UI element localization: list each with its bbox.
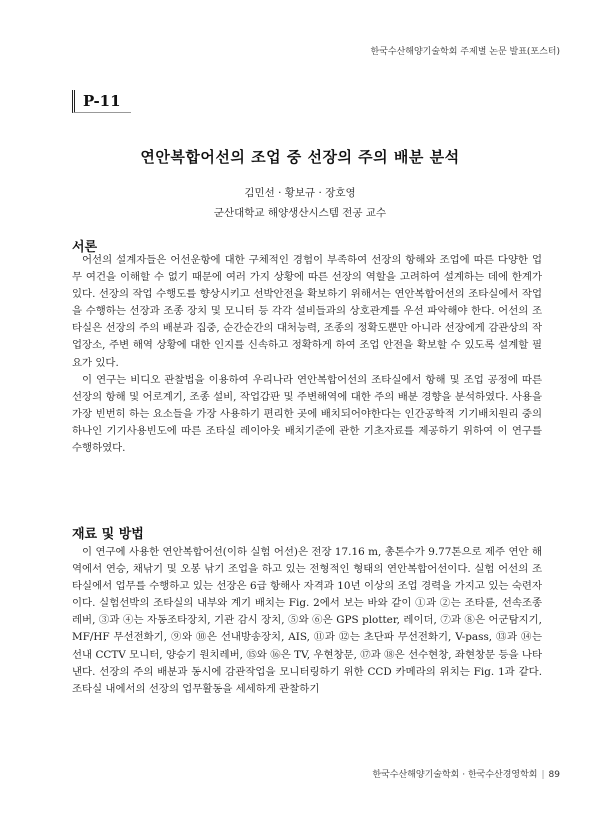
page-number: 89 <box>548 770 560 780</box>
paper-authors: 김민선 · 황보규 · 장호영 <box>244 187 356 199</box>
section-body-intro <box>72 252 542 457</box>
page-footer <box>372 767 560 780</box>
paper-affiliation: 군산대학교 해양생산시스템 전공 교수 <box>213 207 387 219</box>
footer-separator: | <box>541 770 545 780</box>
section-body-methods <box>72 544 542 698</box>
paper-title: 연안복합어선의 조업 중 선장의 주의 배분 분석 <box>140 148 460 166</box>
intro-paragraph-2: 이 연구는 비디오 관찰법을 이용하여 우리나라 연안복합어선의 조타실에서 항해 및 조업 공정에 따른 선장의 항해 및 어로계기, 조종 설비, 작업갑판 및 주변해역에 대한 주의 배분 경향을 분석하였다. 사용을 가장 빈번히 하는 요소들을 가장 사용하기 편리한 곳에 배치되어야한다는 인간공학적 기기배치원리 중의 하나인 기기사용빈도에 따른 조타실 레이아웃 배치기준에 관한 기초자료를 제공하기 위하여 이 연구를 수행하였다. <box>72 373 542 455</box>
footer-societies: 한국수산해양기술학회 · 한국수산경영학회 <box>372 770 538 780</box>
methods-paragraph-1: 이 연구에 사용한 연안복합어선(이하 실험 어선)은 전장 17.16 m, 총톤수가 9.77톤으로 제주 연안 해역에서 연승, 채낚기 및 오봉 낚기 조업을 하고 있는 전형적인 형태의 연안복합어선이다. 실험 어선의 조타실에서 업무를 수행하고 있는 선장은 6급 항해사 자격과 10년 이상의 조업 경력을 가지고 있는 숙련자이다. 실험선박의 조타실의 내부와 계기 배치는 Fig. 2에서 보는 바와 같이 ①과 ②는 조타륜, 선속조종 레버, ③과 ④는 자동조타장치, 기관 감시 장치, ⑤와 ⑥은 GPS plotter, 레이더, ⑦과 ⑧은 어군탐지기, MF/HF 무선전화기, ⑨와 ⑩은 선내방송장치, AIS, ⑪과 ⑫는 초단파 무선전화기, V-pass, ⑬과 ⑭는 선내 CCTV 모니터, 양승기 원치레버, ⑮와 ⑯은 TV, 우현창문, ⑰과 ⑱은 선수현창, 좌현창문 등을 나타낸다. 선장의 주의 배분과 동시에 감관작업을 모니터링하기 위한 CCD 카메라의 위치는 Fig. 1과 같다. 조타실 내에서의 선장의 업무활동을 세세하게 관찰하기 <box>72 546 542 695</box>
intro-paragraph-1: 어선의 설계자들은 어선운항에 대한 구체적인 경험이 부족하여 선장의 항해와 조업에 따른 다양한 업무 여건을 이해할 수 없기 때문에 여러 가지 상황에 따른 선장의 역할을 고려하여 설계하는 데에 한계가 있다. 선장의 작업 수행도를 향상시키고 선박안전을 확보하기 위해서는 연안복합어선의 조타실에서 작업을 수행하는 선장과 조종 장치 및 모니터 등 각각 설비들과의 상호관계를 우선 파악해야 한다. 어선의 조타실은 선장의 주의 배분과 집중, 순간순간의 대처능력, 조종의 정확도뿐만 아니라 선장에게 감관상의 작업장소, 주변 해역 상황에 대한 인지를 신속하고 정확하게 하여 조업 안전을 확보할 수 있도록 설계할 필요가 있다. <box>72 254 542 369</box>
running-head: 한국수산해양기술학회 주제별 논문 발표(포스터) <box>370 47 560 57</box>
section-heading-methods: 재료 및 방법 <box>72 527 144 542</box>
section-heading-intro: 서론 <box>72 240 98 255</box>
poster-code: P-11 <box>72 90 131 113</box>
